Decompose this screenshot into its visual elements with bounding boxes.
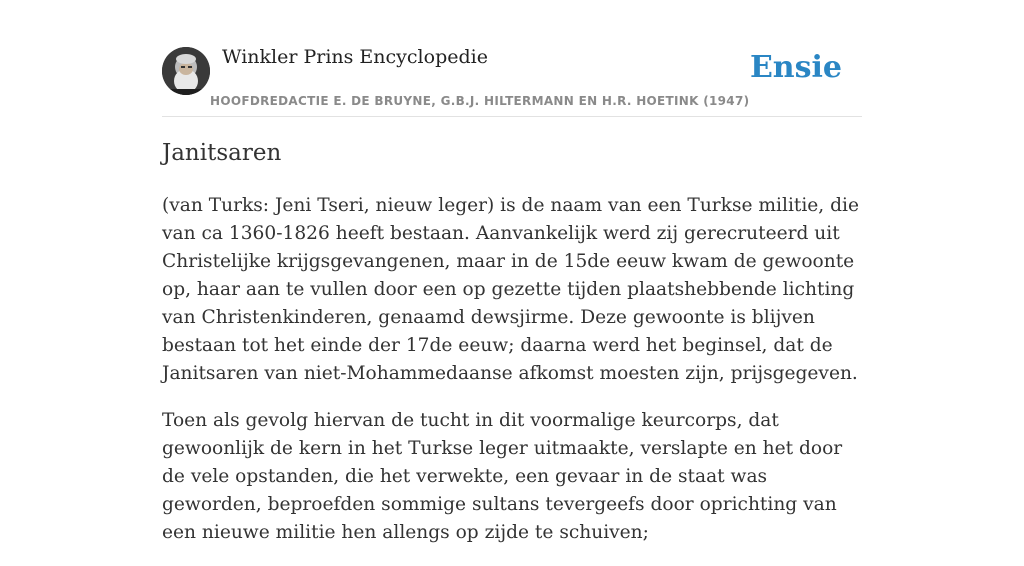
ensie-logo[interactable]: Ensie [749, 50, 842, 85]
page-container [162, 0, 862, 543]
article-body [162, 192, 862, 566]
article-paragraph: (van Turks: Jeni Tseri, nieuw leger) is de naam van een Turkse militie, die van ca 1360-1826 heeft bestaan. Aanvankelijk werd zij gerecruteerd uit Christelijke krijgsgevangenen, maar in de 15de eeuw kwam de gewoonte op, haar aan te vullen door een op gezette tijden plaatshebbende lichting van Christenkinderen, genaamd dewsjirme. Deze gewoonte is blijven bestaan tot het einde der 17de eeuw; daarna werd het beginsel, dat de Janitsaren van niet-Mohammedaanse afkomst moesten zijn, prijsgegeven. [162, 195, 859, 384]
bearded-man-portrait-icon[interactable] [162, 47, 210, 95]
source-header [162, 0, 862, 117]
source-title[interactable]: Winkler Prins Encyclopedie [222, 46, 488, 68]
article-paragraph: Toen als gevolg hiervan de tucht in dit voormalige keurcorps, dat gewoonlijk de kern in het Turkse leger uitmaakte, verslapte en het door de vele opstanden, die het verwekte, een gevaar in de staat was geworden, beproefden sommige sultans tevergeefs door oprichting van een nieuwe militie hen allengs op zijde te schuiven; [162, 410, 843, 543]
editors-credit: HOOFDREDACTIE E. DE BRUYNE, G.B.J. HILTERMANN EN H.R. HOETINK (1947) [210, 94, 750, 108]
article-title: Janitsaren [162, 140, 282, 166]
